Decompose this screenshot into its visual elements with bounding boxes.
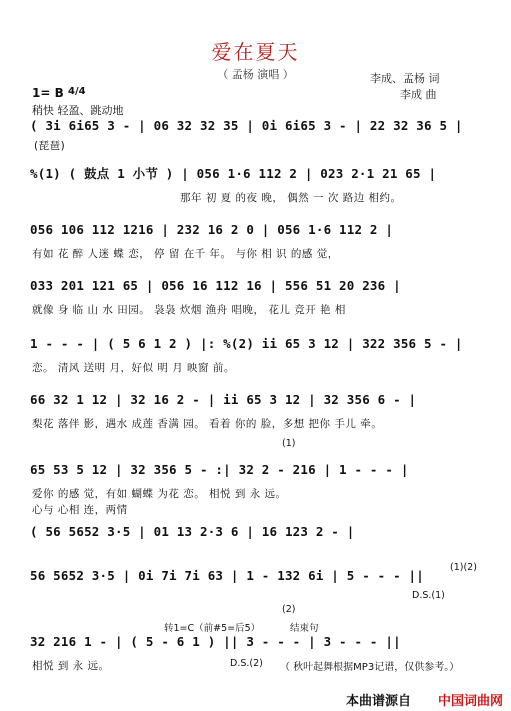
lyric-row-3: 有如 花 醉 人迷 蝶 恋， 停 留 在千 年。 与你 相 识 的感 觉，: [32, 248, 339, 260]
source-site: 中国词曲网: [438, 694, 504, 709]
composer-credit: 李成 曲: [400, 88, 437, 101]
melody-row-8: ( 56 5652 3·5 | 01 13 2·3 6 | 16 123 2 - |: [30, 524, 355, 539]
melody-row-7: 65 53 5 12 | 32 356 5 - :| 32 2 - 216 | 1 - - - |: [30, 462, 409, 477]
lyric-row-2: 那年 初 夏 的夜 晚， 偶然 一 次 路边 相约。: [180, 192, 402, 204]
singer-credit: （ 孟杨 演唱 ）: [217, 68, 294, 81]
lyric-row-7: 爱你 的感 觉，有如 蝴蝶 为花 恋。 相悦 到 永 远。: [32, 488, 287, 500]
coda-12-mark: (1)(2): [450, 562, 477, 573]
ending-mark: 结束句: [290, 623, 319, 634]
key-signature: 1= B: [32, 86, 64, 100]
tempo-marking: 稍快 轻盈、跳动地: [32, 104, 124, 117]
modulation-mark: 转1=C（前#5=后5）: [164, 623, 261, 634]
melody-row-10: 32 216 1 - | ( 5 - 6 1 ) || 3 - - - | 3 - - - ||: [30, 634, 401, 649]
coda-2-mark: (2): [282, 604, 296, 615]
coda-1-mark: (1): [282, 438, 296, 449]
lyric-row-5: 恋。 清风 送明 月，好似 明 月 映窗 前。: [32, 362, 235, 374]
melody-row-3: 056 106 112 1216 | 232 16 2 0 | 056 1·6 112 2 |: [30, 222, 394, 237]
melody-row-4: 033 201 121 65 | 056 16 112 16 | 556 51 20 236 |: [30, 278, 401, 293]
lyric-row-10: 相悦 到 永 远。: [32, 660, 110, 672]
lyric-row-4: 就像 身 临 山 水 田园。 袅袅 炊烟 渔舟 唱晚， 花儿 竞开 艳 相: [32, 304, 346, 316]
lyricist-credit: 李成、孟杨 词: [370, 72, 440, 85]
lyric-row-6: 梨花 落伴 影，遇水 成莲 香满 园。 看着 你的 脸，多想 把你 手儿 牵。: [32, 418, 383, 430]
melody-row-5: 1 - - - | ( 5 6 1 2 ) |: %(2) ii 65 3 12 | 322 356 5 - |: [30, 336, 463, 351]
melody-row-1: ( 3i 6i65 3 - | 06 32 32 35 | 0i 6i65 3 - | 22 32 36 5 |: [30, 118, 463, 133]
lyric-row-1: (琵琶): [34, 140, 66, 152]
melody-row-6: 66 32 1 12 | 32 16 2 - | ii 65 3 12 | 32 356 6 - |: [30, 392, 417, 407]
page-title: 爱在夏天: [211, 40, 300, 64]
ds1-mark: D.S.(1): [412, 590, 445, 601]
source-label: 本曲谱源自: [346, 694, 412, 709]
melody-row-2: %(1) ( 鼓点 1 小节 ) | 056 1·6 112 2 | 023 2·1 21 65 |: [30, 166, 437, 181]
time-signature: 4/4: [68, 86, 86, 97]
lyric-row-7b: 心与 心相 连，两情: [32, 504, 128, 516]
transcription-note: （ 秋叶起舞根据MP3记谱，仅供参考。）: [280, 662, 460, 673]
melody-row-9: 56 5652 3·5 | 0i 7i 7i 63 | 1 - 132 6i | 5 - - - ||: [30, 568, 425, 583]
ds2-mark: D.S.(2): [230, 658, 263, 669]
